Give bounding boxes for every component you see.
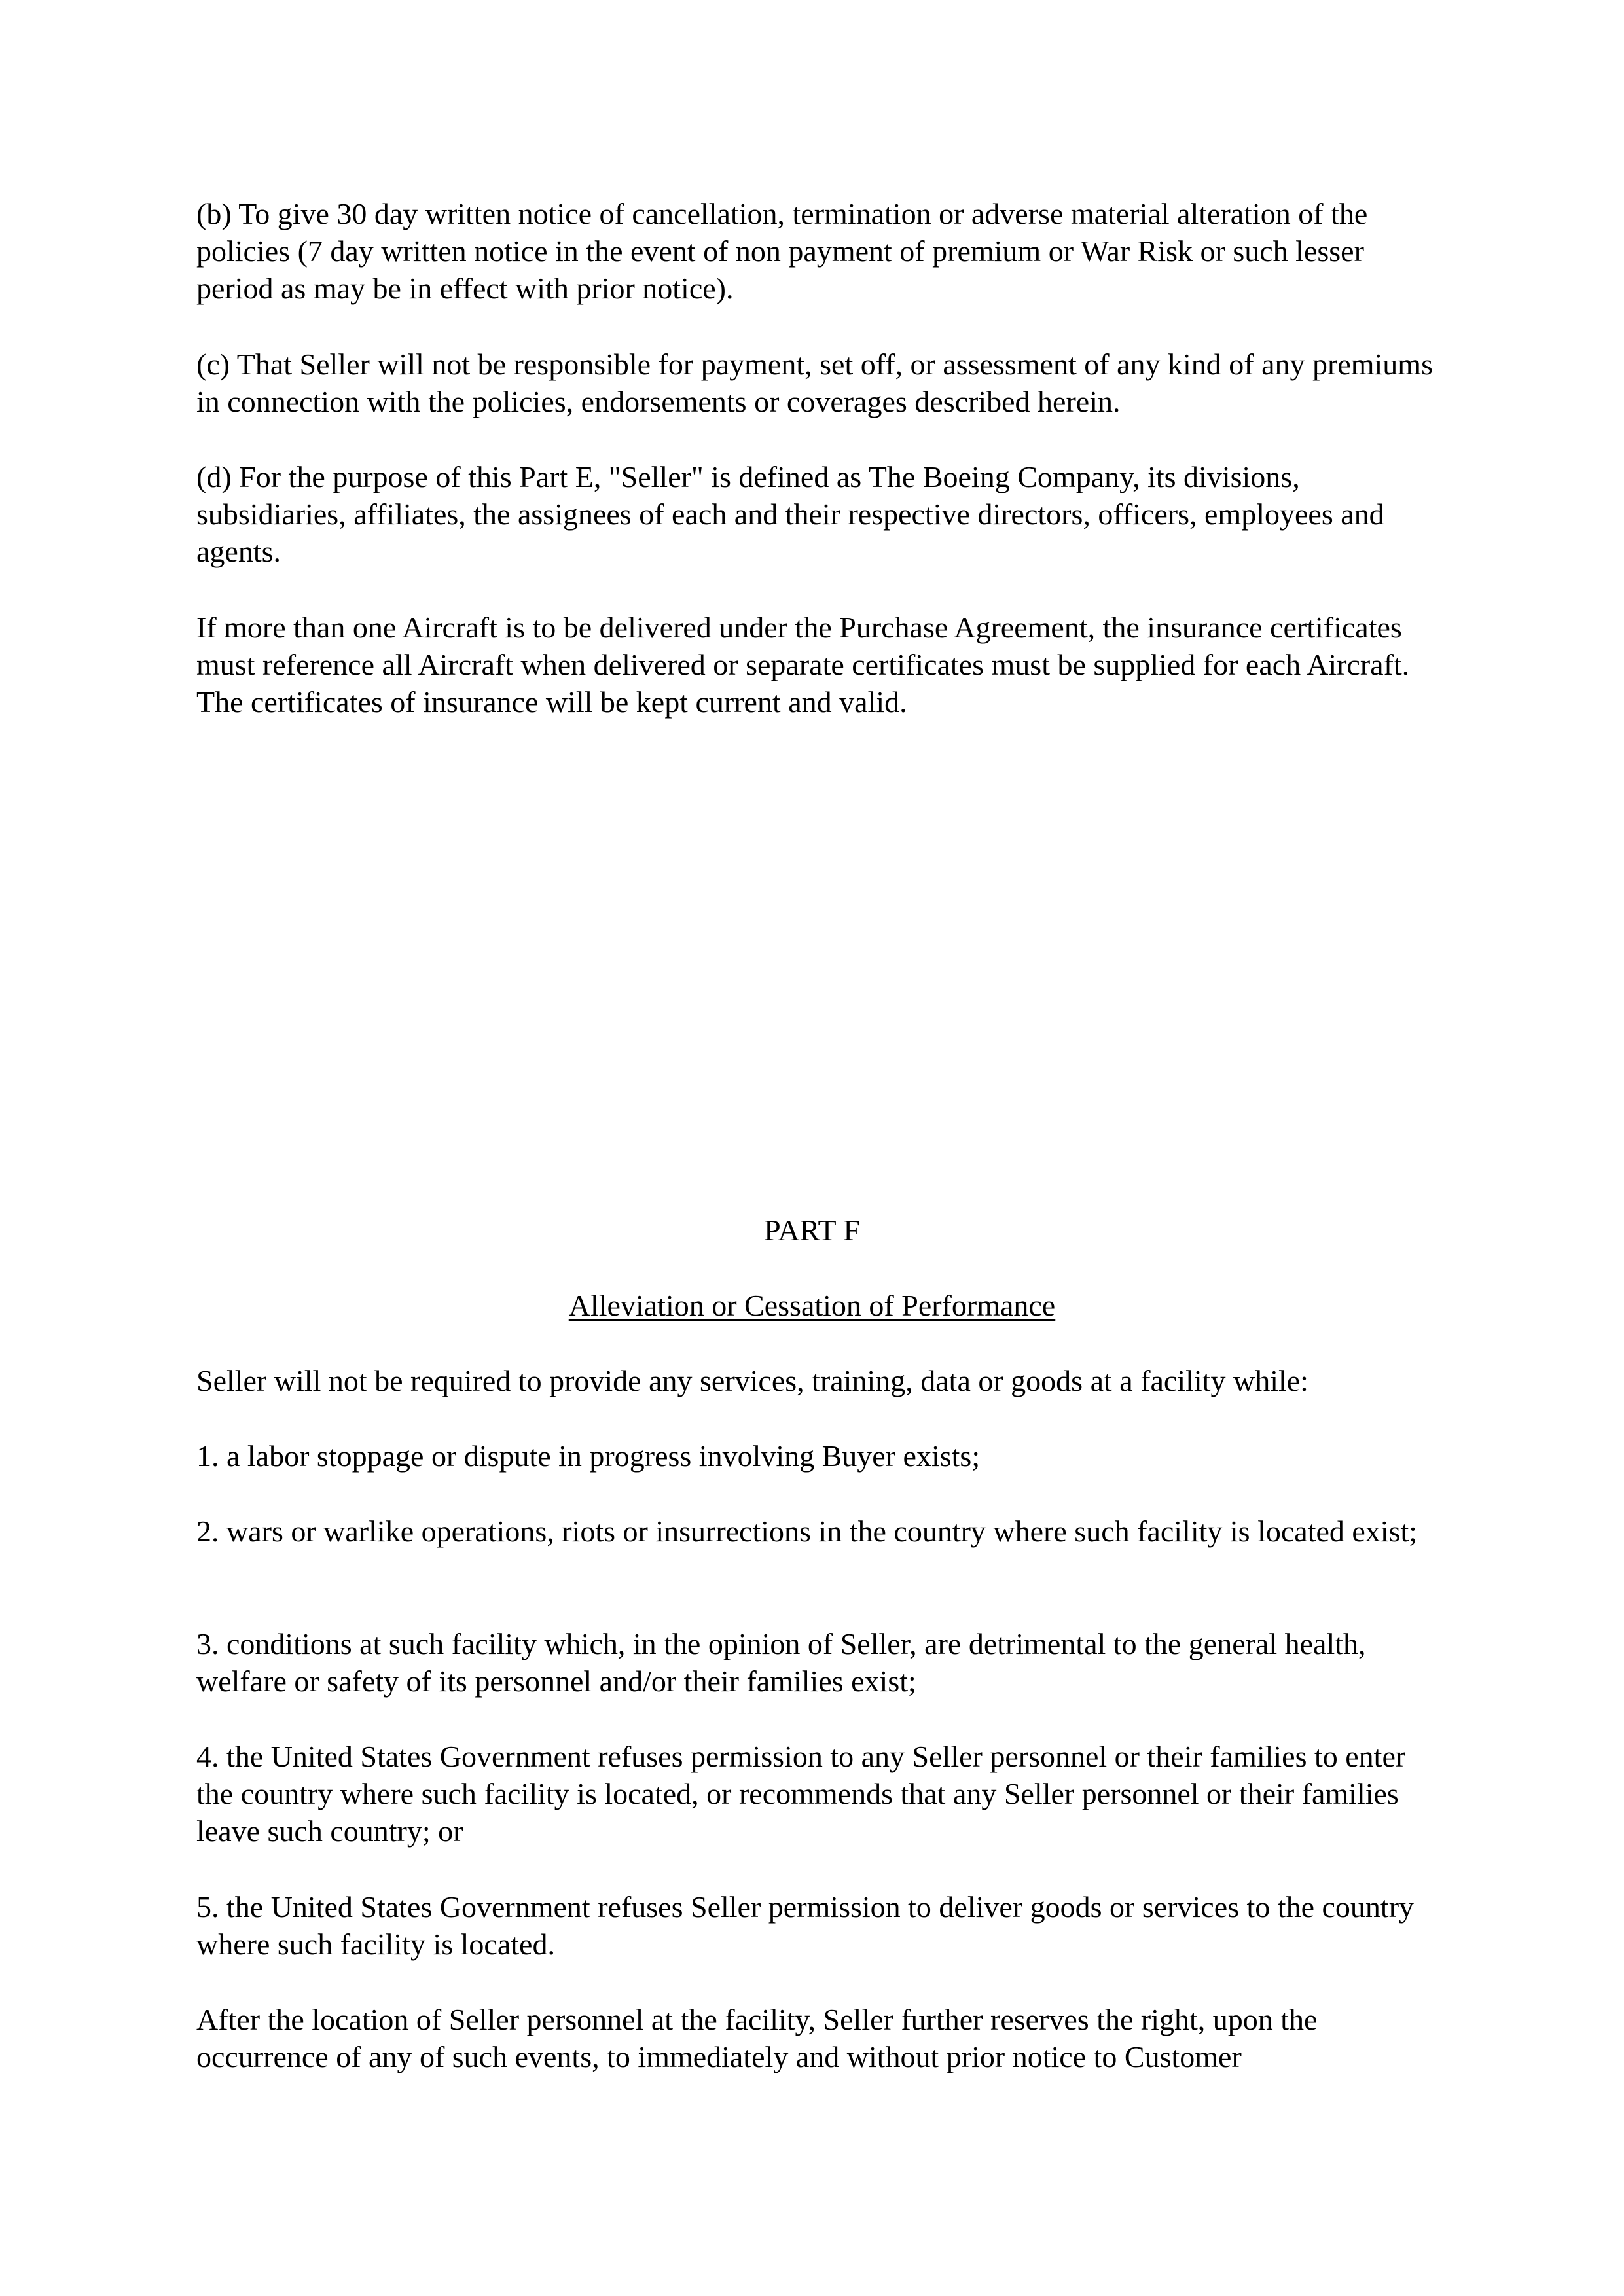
list-item-1: 1. a labor stoppage or dispute in progress involving Buyer exists; [196, 1439, 981, 1473]
list-item-2: 2. wars or warlike operations, riots or insurrections in the country where such facility is located exist; [196, 1515, 1418, 1548]
part-f-title: Alleviation or Cessation of Performance [568, 1289, 1056, 1322]
paragraph-b: (b) To give 30 day written notice of cancellation, termination or adverse material alteration of the policies (7 day written notice in the event of non payment of premium or War Risk or such lesser period as may be in effect with prior notice). [196, 197, 1368, 305]
paragraph-multiple-aircraft: If more than one Aircraft is to be delivered under the Purchase Agreement, the insurance certificates must reference all Aircraft when delivered or separate certificates must be supplied for each Aircraft. The certificates of insurance will be kept current and valid. [196, 611, 1410, 719]
paragraph-c: (c) That Seller will not be responsible for payment, set off, or assessment of any kind of any premiums in connection with the policies, endorsements or coverages described herein. [196, 348, 1433, 418]
list-item-4: 4. the United States Government refuses permission to any Seller personnel or their families to enter the country where such facility is located, or recommends that any Seller personnel or their families leave such country; or [196, 1740, 1406, 1848]
part-f-title-wrapper [0, 1287, 1624, 1324]
part-f-heading: PART F [764, 1213, 860, 1247]
paragraph-d: (d) For the purpose of this Part E, "Seller" is defined as The Boeing Company, its divisions, subsidiaries, affiliates, the assignees of each and their respective directors, officers, employees and agents. [196, 460, 1384, 568]
closing-paragraph: After the location of Seller personnel at the facility, Seller further reserves the right, upon the occurrence of any of such events, to immediately and without prior notice to Customer [196, 2003, 1318, 2073]
part-f-intro: Seller will not be required to provide any services, training, data or goods at a facility while: [196, 1364, 1308, 1397]
list-item-5: 5. the United States Government refuses Seller permission to deliver goods or services to the country where such facility is located. [196, 1890, 1415, 1961]
list-item-3: 3. conditions at such facility which, in the opinion of Seller, are detrimental to the general health, welfare or safety of its personnel and/or their families exist; [196, 1627, 1366, 1698]
